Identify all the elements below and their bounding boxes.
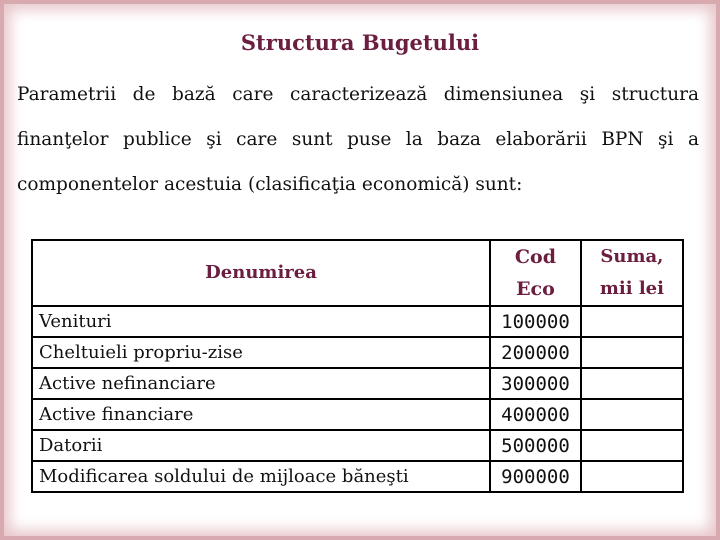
table-row <box>32 337 683 368</box>
header-name: Denumirea <box>32 240 490 306</box>
header-code-line1: Cod <box>514 246 556 268</box>
row-name: Venituri <box>32 306 490 337</box>
row-sum <box>581 399 683 430</box>
row-name: Cheltuieli propriu-zise <box>32 337 490 368</box>
table-row <box>32 461 683 492</box>
row-code: 200000 <box>490 337 581 368</box>
row-code: 300000 <box>490 368 581 399</box>
row-code: 500000 <box>490 430 581 461</box>
header-code-line2: Eco <box>516 278 555 300</box>
header-sum <box>581 240 683 306</box>
budget-table <box>31 239 684 493</box>
table-row <box>32 399 683 430</box>
intro-line-3: componentelor acestuia (clasificaţia economică) sunt: <box>17 174 523 195</box>
row-name: Modificarea soldului de mijloace băneşti <box>32 461 490 492</box>
header-code <box>490 240 581 306</box>
row-name: Datorii <box>32 430 490 461</box>
slide-title: Structura Bugetului <box>240 30 480 55</box>
row-sum <box>581 306 683 337</box>
row-sum <box>581 461 683 492</box>
row-sum <box>581 337 683 368</box>
table-row <box>32 306 683 337</box>
row-code: 900000 <box>490 461 581 492</box>
row-sum <box>581 368 683 399</box>
row-code: 100000 <box>490 306 581 337</box>
table-header-row <box>32 240 683 306</box>
intro-paragraph <box>17 72 699 207</box>
row-name: Active financiare <box>32 399 490 430</box>
table-row <box>32 368 683 399</box>
row-name: Active nefinanciare <box>32 368 490 399</box>
header-sum-line2: mii lei <box>599 278 664 299</box>
row-code: 400000 <box>490 399 581 430</box>
header-sum-line1: Suma, <box>600 246 664 267</box>
intro-line-2: finanţelor publice şi care sunt puse la baza elaborării BPN şi a <box>17 129 699 150</box>
row-sum <box>581 430 683 461</box>
table-row <box>32 430 683 461</box>
intro-line-1: Parametrii de bază care caracterizează dimensiunea şi structura <box>17 84 699 105</box>
